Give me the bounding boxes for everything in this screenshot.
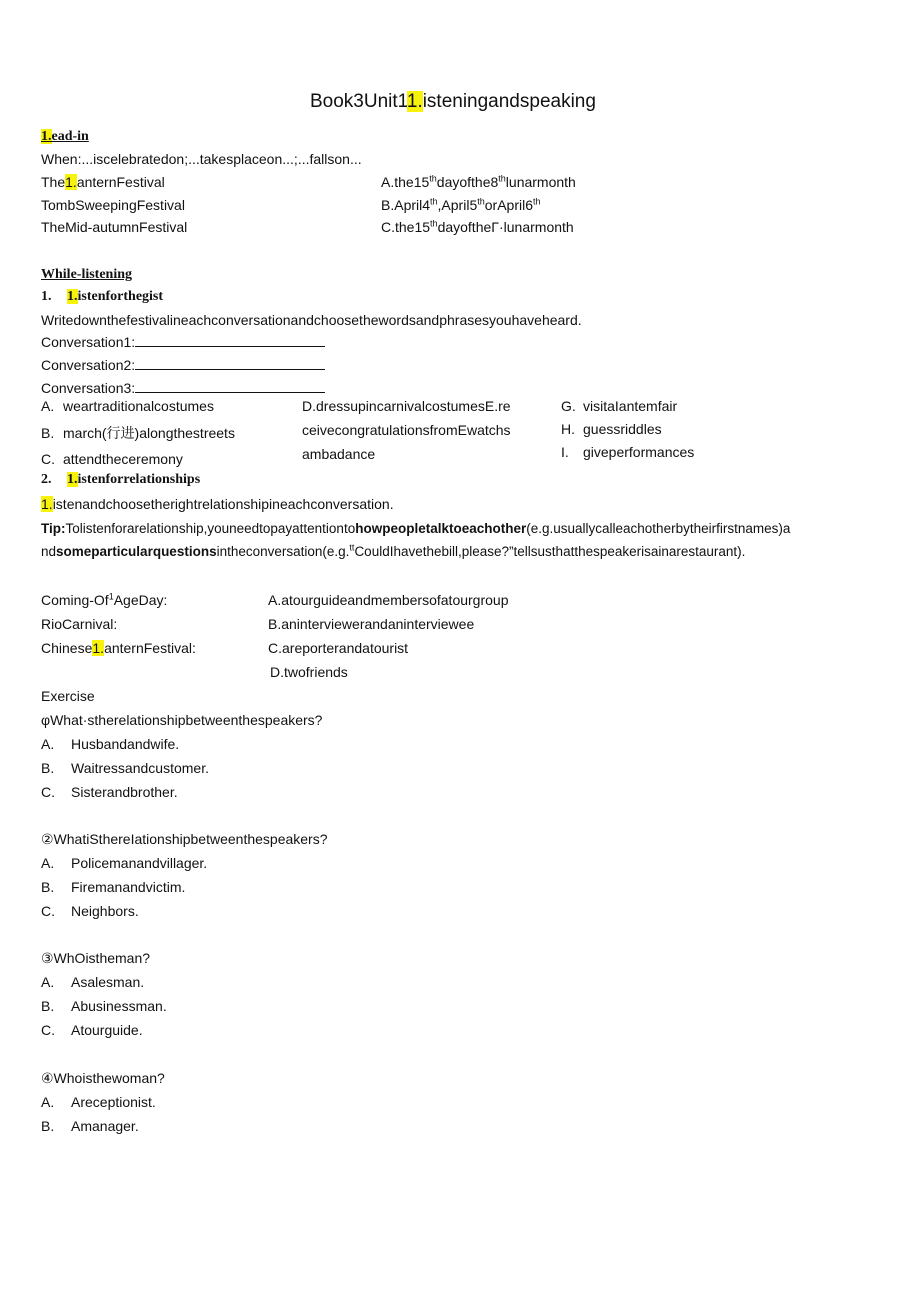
tip-line-1: Tip:Tolistenforarelationship,youneedtopayattentiontohowpeopletalktoeachother(e.g.usuallycalleachotherbytheirfirstnames)a [41,521,791,536]
answer-option: A. Asalesman. [41,974,145,990]
relationship-option: C.areporterandatourist [268,640,409,656]
answer-option: B. Waitressandcustomer. [41,760,209,776]
option-item: ambadance [302,446,376,462]
question: ②WhatiSthereIationshipbetweenthespeakers? [41,831,328,847]
exercise-heading: Exercise [41,688,95,704]
answer-option: C. Sisterandbrother. [41,784,178,800]
answer-option: B. Amanager. [41,1118,139,1134]
answer-option: B. Abusinessman. [41,998,167,1014]
festival-item: TheMid-autumnFestival [41,219,188,235]
option-item: H. guessriddles [561,421,662,437]
event-item: Coming-Of$^1$AgeDay: [41,591,168,608]
question: φWhat·stherelationshipbetweenthespeakers? [41,712,323,728]
option-item: D.dressupincarnivalcostumesE.re [302,398,511,414]
part1-heading: 1. 1.istenforthegist [41,289,164,304]
answer-option: A. Areceptionist. [41,1094,156,1110]
question: ④Whoisthewoman? [41,1070,165,1086]
answer-option: C. Atourguide. [41,1022,143,1038]
relationship-option: B.aninterviewerandaninterviewee [268,616,475,632]
option-item: C. attendtheceremony [41,451,183,467]
part2-heading: 2. 1.istenforrelationships [41,472,201,487]
event-item: Chinese1.anternFestival: [41,640,196,656]
festival-item: TombSweepingFestival [41,197,185,213]
conversation-blank[interactable]: Conversation1: [41,333,325,351]
when-line: When:...iscelebratedon;...takesplaceon...;...fallson... [41,151,362,167]
date-item: C.the15thdayoftheΓ·lunarmonth [381,218,574,235]
conversation-blank[interactable]: Conversation3: [41,379,325,397]
relationship-option: A.atourguideandmembersofatourgroup [268,592,509,608]
festival-item: The1.anternFestival [41,174,165,190]
option-item: G. visitaIantemfair [561,398,678,414]
while-listening-heading: While-listening [41,267,133,282]
answer-option: A. Policemanandvillager. [41,855,208,871]
event-item: RioCarnival: [41,616,118,632]
option-item: A. weartraditionalcostumes [41,398,214,414]
option-item: ceivecongratulationsfromEwatchs [302,422,511,438]
page-title: Book3Unit11.isteningandspeaking [310,91,596,112]
tip-line-2: ndsomeparticularquestionsintheconversation(e.g.$^{tt}$CouldIhavethebill,please?”tellsusthatthespeakerisainarestaurant). [41,542,746,559]
option-item: B. march(行进)alongthestreets [41,425,235,441]
answer-option: A. Husbandandwife. [41,736,180,752]
lead-in-heading: 1.ead-in [41,129,89,144]
conversation-blank[interactable]: Conversation2: [41,356,325,374]
answer-option: B. Firemanandvictim. [41,879,186,895]
answer-option: C. Neighbors. [41,903,139,919]
part1-instruction: Writedownthefestivalineachconversationandchoosethewordsandphrasesyouhaveheard. [41,312,582,328]
relationship-option: D.twofriends [270,664,348,680]
question: ③WhOistheman? [41,950,151,966]
date-item: A.the15thdayofthe8thlunarmonth [381,173,576,190]
part2-instruction: 1.istenandchoosetherightrelationshipineachconversation. [41,496,394,512]
option-item: I. giveperformances [561,444,695,460]
date-item: B.April4th,April5thorApril6th [381,196,541,213]
